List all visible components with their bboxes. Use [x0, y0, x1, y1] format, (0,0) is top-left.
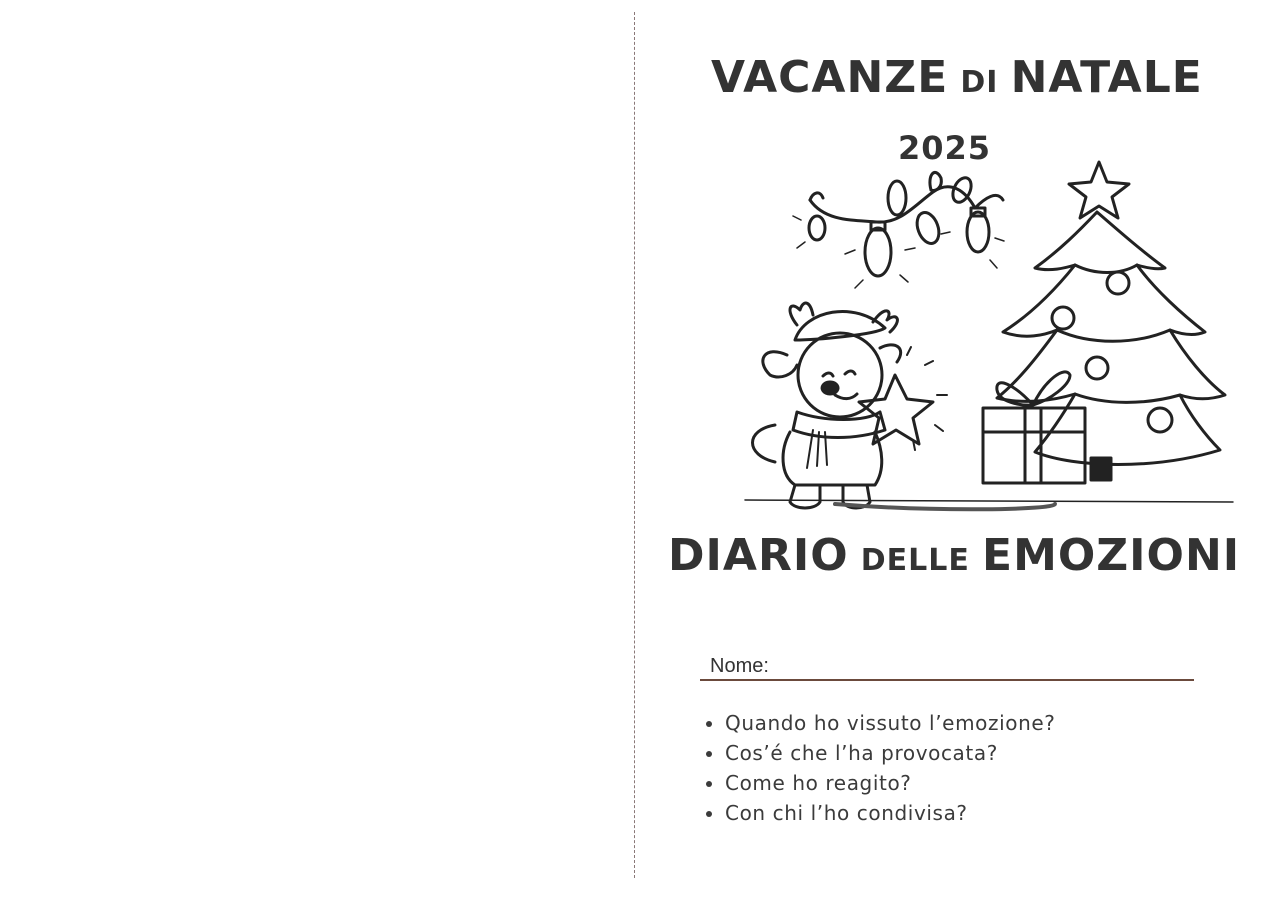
year-label: 2025 [898, 129, 992, 167]
name-label: Nome: [710, 655, 769, 677]
title-word-emozioni: EMOZIONI [982, 530, 1241, 581]
title-word-vacanze: VACANZE [711, 52, 949, 103]
title-word-diario: DIARIO [668, 530, 849, 581]
cover-title-top [711, 52, 1203, 103]
title-word-natale: NATALE [1010, 52, 1203, 103]
question-item: • Con chi l’ho condivisa? [725, 798, 1055, 828]
christmas-lights-icon [793, 172, 1004, 288]
question-item: • Quando ho vissuto l’emozione? [725, 708, 1055, 738]
cover-title-bottom [668, 530, 1241, 581]
name-field-line[interactable] [700, 679, 1194, 681]
title-word-delle: DELLE [860, 543, 970, 578]
question-item: • Come ho reagito? [725, 768, 1055, 798]
christmas-illustration [735, 150, 1240, 520]
question-list [700, 708, 1055, 828]
gift-box-icon [983, 372, 1085, 483]
fold-line [634, 12, 635, 878]
title-word-di: DI [960, 65, 999, 100]
reindeer-icon [753, 303, 948, 508]
question-item: • Cos’é che l’ha provocata? [725, 738, 1055, 768]
